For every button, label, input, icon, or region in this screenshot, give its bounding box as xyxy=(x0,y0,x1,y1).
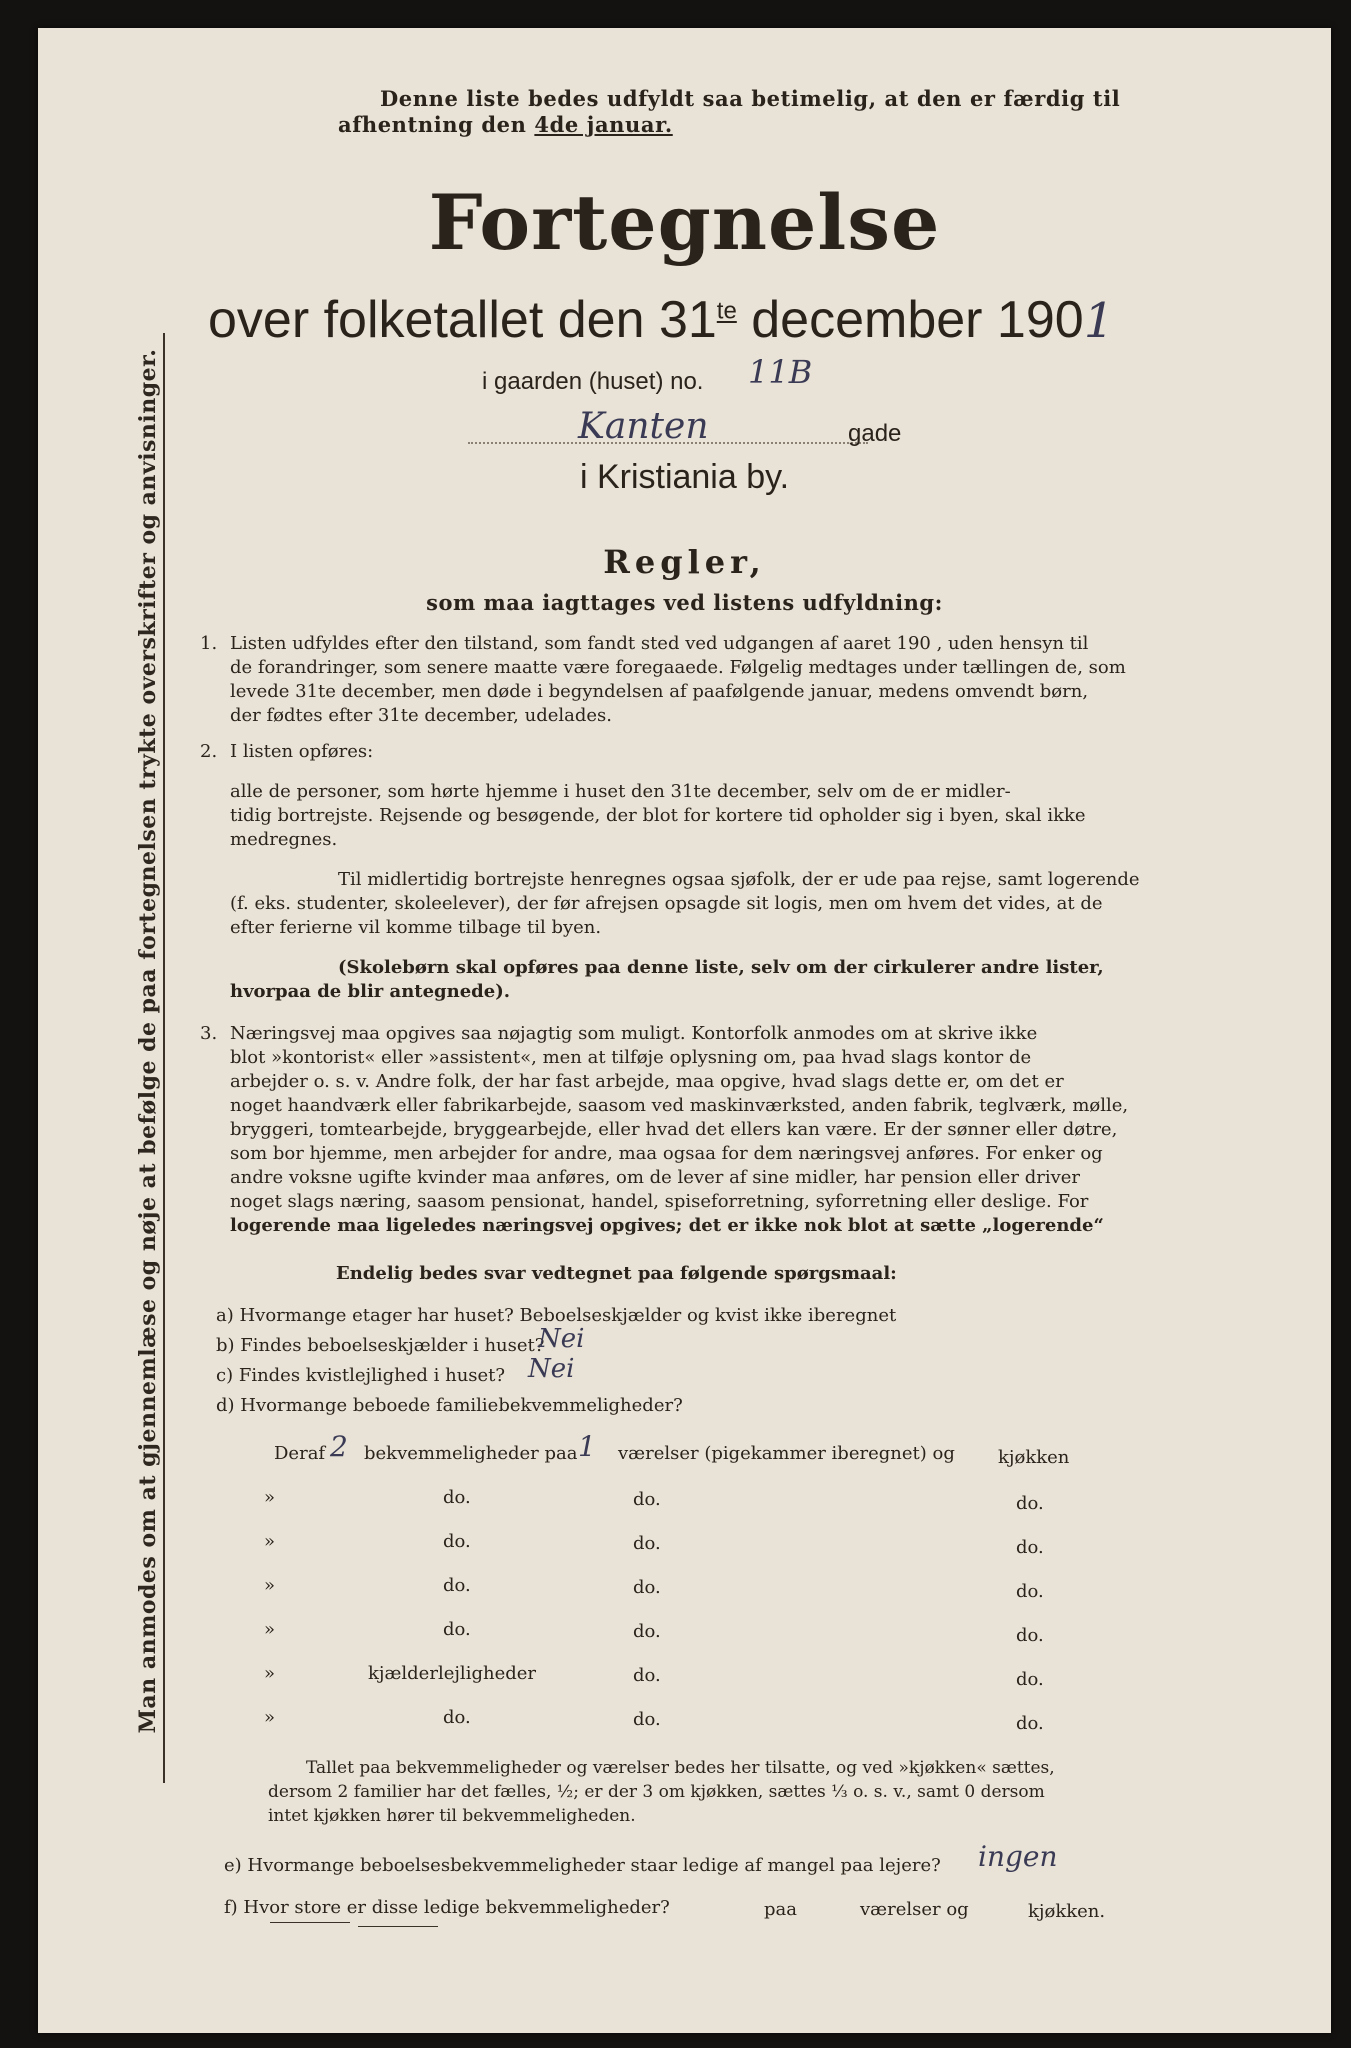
rule-1-line-4: der fødtes efter 31te december, udelades. xyxy=(230,705,613,726)
table-row-2-do-1: do. xyxy=(443,1487,471,1508)
rules-subheading: som maa iagttages ved listens udfyldning: xyxy=(426,590,943,615)
questions-intro: Endelig bedes svar vedtegnet paa følgende spørgsmaal: xyxy=(336,1263,897,1284)
year-handwritten: 1 xyxy=(1083,293,1115,349)
answer-c: Nei xyxy=(528,1354,575,1384)
table-row-5-do-2: do. xyxy=(633,1621,661,1642)
subtitle-main: over folketallet den 31 xyxy=(208,291,717,349)
note-line-3: intet kjøkken hører til bekvemmeligheden. xyxy=(268,1806,636,1826)
rule-2-head: I listen opføres: xyxy=(230,741,374,762)
rule-1-number: 1. xyxy=(200,633,218,654)
side-instruction: Man anmodes om at gjennemlæse og nøje at befølge de paa fortegnelsen trykte overskrifter og anvisninger. xyxy=(135,348,161,1734)
page-title: Fortegnelse xyxy=(428,178,941,267)
table-vaerelser: værelser (pigekammer iberegnet) og xyxy=(618,1443,955,1464)
question-e: e) Hvormange beboelsesbekvemmeligheder staar ledige af mangel paa lejere? xyxy=(224,1855,941,1876)
rule-3-line-4: noget haandværk eller fabrikarbejde, saasom ved maskinværksted, anden fabrik, teglværk, mølle, xyxy=(230,1095,1129,1116)
house-number: 11B xyxy=(748,353,813,391)
question-f-paa: paa xyxy=(764,1899,797,1920)
table-row-7-do-2: do. xyxy=(633,1709,661,1730)
question-d: d) Hvormange beboede familiebekvemmeligheder? xyxy=(216,1395,683,1416)
notice-line-2 xyxy=(338,112,673,137)
table-row-6-do-3: do. xyxy=(1016,1669,1044,1690)
table-row-2-do-2: do. xyxy=(633,1489,661,1510)
rule-2b-line-1: Til midlertidig bortrejste henregnes ogsaa sjøfolk, der er ude paa rejse, samt logerende xyxy=(338,869,1140,890)
house-label: i gaarden (huset) no. xyxy=(482,368,704,395)
table-row-3-do-3: do. xyxy=(1016,1537,1044,1558)
notice-line-1: Denne liste bedes udfyldt saa betimelig, at den er færdig til xyxy=(380,86,1121,111)
table-row-5-do-1: do. xyxy=(443,1619,471,1640)
note-line-1: Tallet paa bekvemmeligheder og værelser bedes her tilsatte, og ved »kjøkken« sættes, xyxy=(306,1758,1055,1778)
rule-2-line-1: alle de personer, som hørte hjemme i huset den 31te december, selv om de er midler- xyxy=(230,781,1011,802)
table-row-5-do-3: do. xyxy=(1016,1625,1044,1646)
table-row-7-mark: » xyxy=(264,1707,276,1728)
question-f-kjok: kjøkken. xyxy=(1028,1901,1106,1922)
underline-mark-2 xyxy=(358,1926,438,1927)
rule-3-line-5: bryggeri, tomtearbejde, bryggearbejde, eller hvad det ellers kan være. Er der sønner eller døtre, xyxy=(230,1119,1118,1140)
rule-2b-line-3: efter ferierne vil komme tilbage til byen. xyxy=(230,917,602,938)
table-row-3-do-1: do. xyxy=(443,1531,471,1552)
answer-b: Nei xyxy=(538,1324,585,1354)
census-form-page xyxy=(38,28,1331,2033)
rule-2-number: 2. xyxy=(200,741,218,762)
question-f-vaer: værelser og xyxy=(860,1899,969,1920)
answer-e: ingen xyxy=(978,1840,1058,1873)
table-row-4-do-1: do. xyxy=(443,1575,471,1596)
rule-2-line-2: tidig bortrejste. Rejsende og besøgende, der blot for kortere tid opholder sig i byen, skal ikke xyxy=(230,805,1086,826)
rule-3-line-7: andre voksne ugifte kvinder maa anføres, om de lever af sine midler, har pension eller driver xyxy=(230,1167,1081,1188)
table-row-7-do-1: do. xyxy=(443,1707,471,1728)
table-row-6-kjaelder: kjælderlejligheder xyxy=(368,1663,536,1684)
rule-2b-line-2: (f. eks. studenter, skoleelever), der før afrejsen opsagde sit logis, men om hvem det vides, at de xyxy=(230,893,1103,914)
rule-2c-line-2: hvorpaa de blir antegnede). xyxy=(230,981,510,1002)
question-b: b) Findes beboelseskjælder i huset? xyxy=(216,1335,545,1356)
note-line-2: dersom 2 familier har det fælles, ½; er der 3 om kjøkken, sættes ⅓ o. s. v., samt 0 dersom xyxy=(268,1782,1045,1802)
table-rooms: 1 xyxy=(578,1430,596,1463)
table-row-5-mark: » xyxy=(264,1619,276,1640)
rule-2-line-3: medregnes. xyxy=(230,829,338,850)
rules-heading: Regler, xyxy=(603,543,766,581)
table-row-6-do-2: do. xyxy=(633,1665,661,1686)
rule-1-line-3: levede 31te december, men døde i begyndelsen af paafølgende januar, medens omvendt børn, xyxy=(230,681,1089,702)
table-row-2-mark: » xyxy=(264,1487,276,1508)
table-row-6-mark: » xyxy=(264,1663,276,1684)
subtitle-sup: te xyxy=(716,297,737,325)
table-row-3-do-2: do. xyxy=(633,1533,661,1554)
rule-3-line-1: Næringsvej maa opgives saa nøjagtig som muligt. Kontorfolk anmodes om at skrive ikke xyxy=(230,1023,1038,1044)
notice-prefix: afhentning den xyxy=(338,112,535,137)
table-row-4-do-2: do. xyxy=(633,1577,661,1598)
notice-date: 4de januar. xyxy=(534,112,673,137)
rule-1-line-2: de forandringer, som senere maatte være foregaaede. Følgelig medtages under tællingen de, som xyxy=(230,657,1126,678)
rule-3-line-9: logerende maa ligeledes næringsvej opgives; det er ikke nok blot at sætte „logerende“ xyxy=(230,1215,1104,1236)
street-suffix: gade xyxy=(848,420,902,447)
table-row-2-do-3: do. xyxy=(1016,1493,1044,1514)
rule-3-number: 3. xyxy=(200,1023,218,1044)
question-f: f) Hvor store er disse ledige bekvemmeligheder? xyxy=(224,1897,670,1918)
question-c: c) Findes kvistlejlighed i huset? xyxy=(216,1365,506,1386)
question-a: a) Hvormange etager har huset? Beboelseskjælder og kvist ikke iberegnet xyxy=(216,1305,897,1326)
subtitle xyxy=(208,290,1114,350)
rule-1-line-1: Listen udfyldes efter den tilstand, som fandt sted ved udgangen af aaret 190 , uden hensyn til xyxy=(230,633,1089,654)
rule-2c-line-1: (Skolebørn skal opføres paa denne liste, selv om der cirkulerer andre lister, xyxy=(338,957,1104,978)
table-row-3-mark: » xyxy=(264,1531,276,1552)
city: i Kristiania by. xyxy=(579,458,790,496)
table-row-4-mark: » xyxy=(264,1575,276,1596)
table-kjokken: kjøkken xyxy=(998,1447,1070,1468)
table-bekv: bekvemmeligheder paa xyxy=(364,1443,578,1464)
rule-3-line-3: arbejder o. s. v. Andre folk, der har fast arbejde, maa opgive, hvad slags dette er, om det er xyxy=(230,1071,1064,1092)
rule-3-line-2: blot »kontorist« eller »assistent«, men at tilføje oplysning om, paa hvad slags kontor de xyxy=(230,1047,1032,1068)
table-row-4-do-3: do. xyxy=(1016,1581,1044,1602)
table-row-7-do-3: do. xyxy=(1016,1713,1044,1734)
table-deraf: Deraf xyxy=(274,1443,326,1464)
street-name: Kanten xyxy=(578,406,709,447)
rule-3-line-6: som bor hjemme, men arbejder for andre, maa ogsaa for dem næringsvej anføres. For enker og xyxy=(230,1143,1103,1164)
table-count: 2 xyxy=(330,1430,348,1463)
subtitle-month-year: december 190 xyxy=(751,291,1084,349)
rule-3-line-8: noget slags næring, saasom pensionat, handel, spiseforretning, syforretning eller deslige. For xyxy=(230,1191,1089,1212)
underline-mark-1 xyxy=(270,1922,350,1923)
